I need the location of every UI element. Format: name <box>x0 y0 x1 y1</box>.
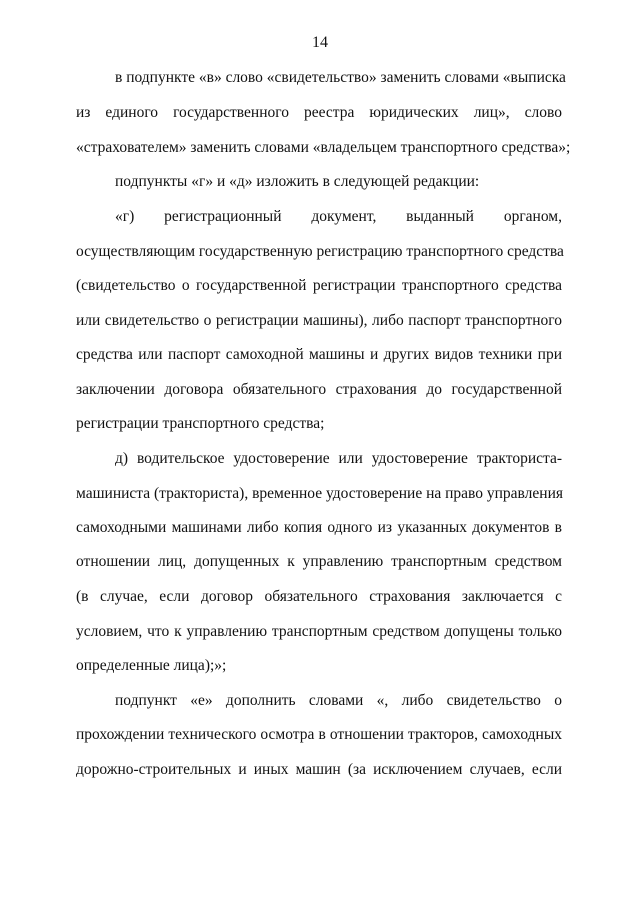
text-line: условием, что к управлению транспортным средством допущены только <box>76 623 562 640</box>
text-line: или свидетельство о регистрации машины), либо паспорт транспортного <box>76 312 562 329</box>
text-line: д) водительское удостоверение или удостоверение тракториста- <box>115 450 562 467</box>
text-line: в подпункте «в» слово «свидетельство» заменить словами «выписка <box>115 69 566 86</box>
text-line: прохождении технического осмотра в отношении тракторов, самоходных <box>76 726 562 743</box>
text-line: «страхователем» заменить словами «владельцем транспортного средства»; <box>76 139 571 156</box>
text-line: подпункты «г» и «д» изложить в следующей редакции: <box>115 173 480 190</box>
text-line: «г) регистрационный документ, выданный органом, <box>115 208 562 225</box>
text-line: осуществляющим государственную регистрацию транспортного средства <box>76 243 564 260</box>
text-line: заключении договора обязательного страхования до государственной <box>76 381 562 398</box>
text-line: дорожно-строительных и иных машин (за исключением случаев, если <box>76 761 562 778</box>
text-line: отношении лиц, допущенных к управлению транспортным средством <box>76 553 562 570</box>
text-line: из единого государственного реестра юридических лиц», слово <box>76 104 562 121</box>
text-line: регистрации транспортного средства; <box>76 415 325 432</box>
text-line: машиниста (тракториста), временное удостоверение на право управления <box>76 485 564 502</box>
text-line: самоходными машинами либо копия одного из указанных документов в <box>76 519 562 536</box>
text-line: средства или паспорт самоходной машины и других видов техники при <box>76 346 562 363</box>
text-line: (в случае, если договор обязательного страхования заключается с <box>76 588 562 605</box>
text-line: подпункт «е» дополнить словами «, либо свидетельство о <box>115 692 562 709</box>
text-line: определенные лица);»; <box>76 657 227 674</box>
text-line: (свидетельство о государственной регистрации транспортного средства <box>76 277 562 294</box>
page-number: 14 <box>312 34 328 51</box>
